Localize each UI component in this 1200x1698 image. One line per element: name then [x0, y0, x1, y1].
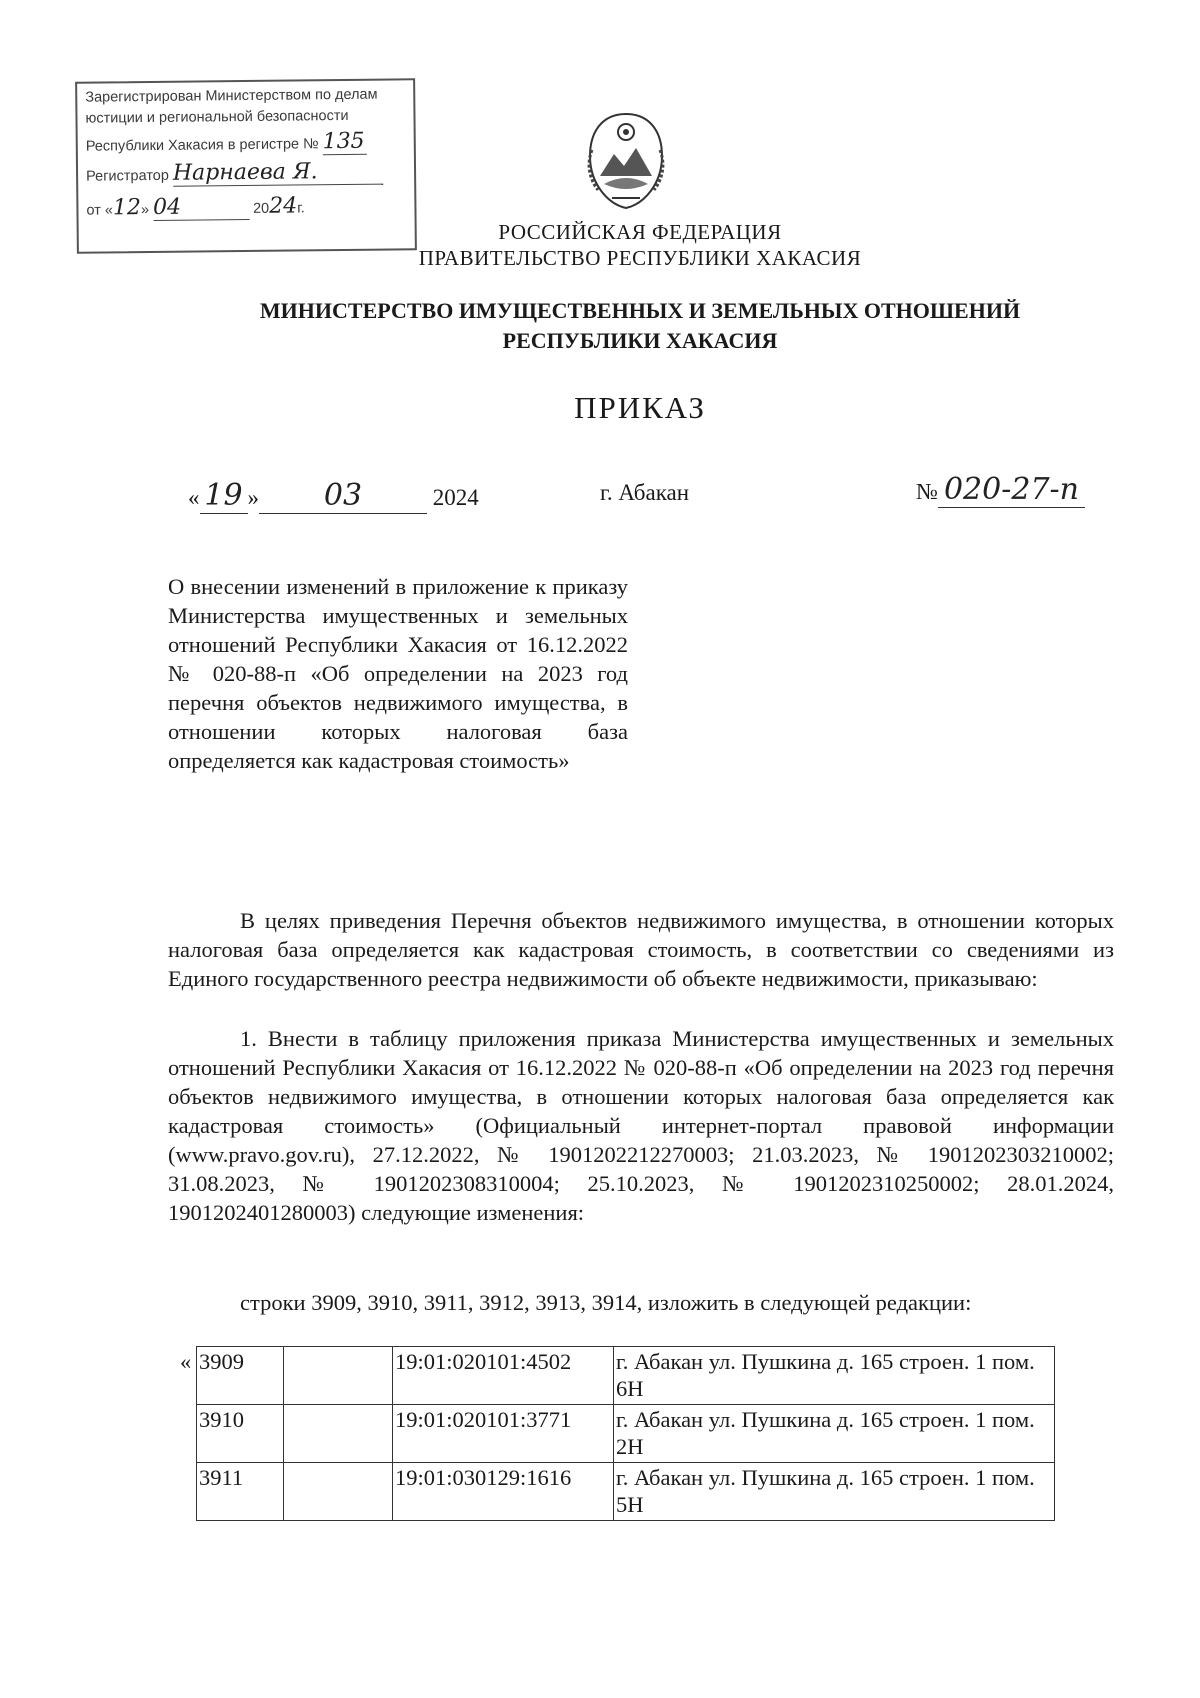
date-day: 19 [200, 478, 248, 514]
stamp-date-year: 24 [269, 193, 298, 219]
table-row [197, 1347, 1055, 1405]
ministry-heading [40, 296, 1200, 356]
date-month: 03 [259, 478, 427, 514]
stamp-reg-number: 135 [322, 129, 366, 155]
stamp-register-label: Республики Хакасия в регистре № [85, 136, 319, 155]
stamp-date-month: 04 [153, 194, 249, 221]
object-address: г. Абакан ул. Пушкина д. 165 строен. 1 пом. 6Н [614, 1347, 1055, 1405]
stamp-line-4 [86, 159, 383, 188]
stamp-date-prefix: от « [86, 202, 114, 219]
object-address: г. Абакан ул. Пушкина д. 165 строен. 1 пом. 2Н [614, 1405, 1055, 1463]
cadastral-number: 19:01:020101:3771 [393, 1405, 614, 1463]
row-number: 3911 [197, 1463, 284, 1521]
stamp-date-day: 12 [112, 195, 142, 221]
table-open-quote: « [180, 1349, 192, 1374]
cadastral-number: 19:01:030129:1616 [393, 1463, 614, 1521]
row-empty-cell [284, 1347, 393, 1405]
ministry-line-1: МИНИСТЕРСТВО ИМУЩЕСТВЕННЫХ И ЗЕМЕЛЬНЫХ ОТНОШЕНИЙ [259, 298, 1021, 323]
table-row [197, 1405, 1055, 1463]
amendment-table [196, 1346, 1055, 1521]
stamp-registrar-label: Регистратор [86, 167, 169, 185]
stamp-date-year-prefix: 20 [252, 200, 270, 217]
stamp-line-1: Зарегистрирован Министерством по делам [85, 86, 378, 106]
country-heading: РОССИЙСКАЯ ФЕДЕРАЦИЯ [498, 220, 782, 244]
stamp-line-3 [86, 129, 367, 158]
stamp-date-suffix: г. [297, 200, 305, 217]
order-number [916, 472, 1085, 508]
number-value: 020-27-п [938, 472, 1085, 508]
stamp-line-2: юстиции и региональной безопасности [85, 107, 349, 127]
row-empty-cell [284, 1463, 393, 1521]
table-row [197, 1463, 1055, 1521]
ministry-line-2: РЕСПУБЛИКИ ХАКАСИЯ [502, 328, 778, 353]
document-type: ПРИКАЗ [574, 390, 706, 425]
object-address: г. Абакан ул. Пушкина д. 165 строен. 1 пом. 5Н [614, 1463, 1055, 1521]
body-paragraph-1 [168, 906, 1114, 993]
date-close-quote: » [247, 485, 259, 510]
government-heading: ПРАВИТЕЛЬСТВО РЕСПУБЛИКИ ХАКАСИЯ [418, 246, 862, 270]
stamp-date-mid: » [140, 202, 150, 219]
preamble-text: В целях приведения Перечня объектов недвижимого имущества, в отношении которых налоговая база определяется как кадастровая стоимость, в соответствии со сведениями из Единого государственного реестра недвижимости об объекте недвижимости, приказываю: [168, 908, 1114, 991]
stamp-line-5 [86, 193, 305, 221]
coat-of-arms-icon [582, 110, 670, 210]
cadastral-number: 19:01:020101:4502 [393, 1347, 614, 1405]
body-paragraph-3: строки 3909, 3910, 3911, 3912, 3913, 3914, изложить в следующей редакции: [240, 1290, 972, 1315]
row-number: 3910 [197, 1405, 284, 1463]
date-year: 2024 [432, 485, 479, 510]
order-date [188, 478, 479, 514]
row-empty-cell [284, 1405, 393, 1463]
row-number: 3909 [197, 1347, 284, 1405]
subject-text: О внесении изменений в приложение к приказу Министерства имущественных и земельных отношений Республики Хакасия от 16.12.2022 № 020-88-п «Об определении на 2023 год перечня объектов недвижимого имущества, в отношении которых налоговая база определяется как кадастровая стоимость» [168, 574, 628, 773]
city: г. Абакан [600, 480, 690, 505]
date-open-quote: « [188, 485, 200, 510]
body-paragraph-2 [168, 1024, 1114, 1227]
stamp-registrar-signature: Нарнаева Я. [173, 159, 383, 187]
order-subject [168, 572, 628, 775]
number-sign: № [916, 479, 938, 504]
clause-1-text: 1. Внести в таблицу приложения приказа Министерства имущественных и земельных отношений Республики Хакасия от 16.12.2022 № 020-88-п «Об определении на 2023 год перечня объектов недвижимого имущества, в отношении которых налоговая база определяется как кадастровая стоимость» (Официальный интернет-портал правовой информации (www.pravo.gov.ru), 27.12.2022, № 1901202212270003; 21.03.2023, № 1901202303210002; 31.08.2023, № 1901202308310004; 25.10.2023, № 1901202310250002; 28.01.2024, 1901202401280003) следующие изменения: [168, 1026, 1114, 1225]
